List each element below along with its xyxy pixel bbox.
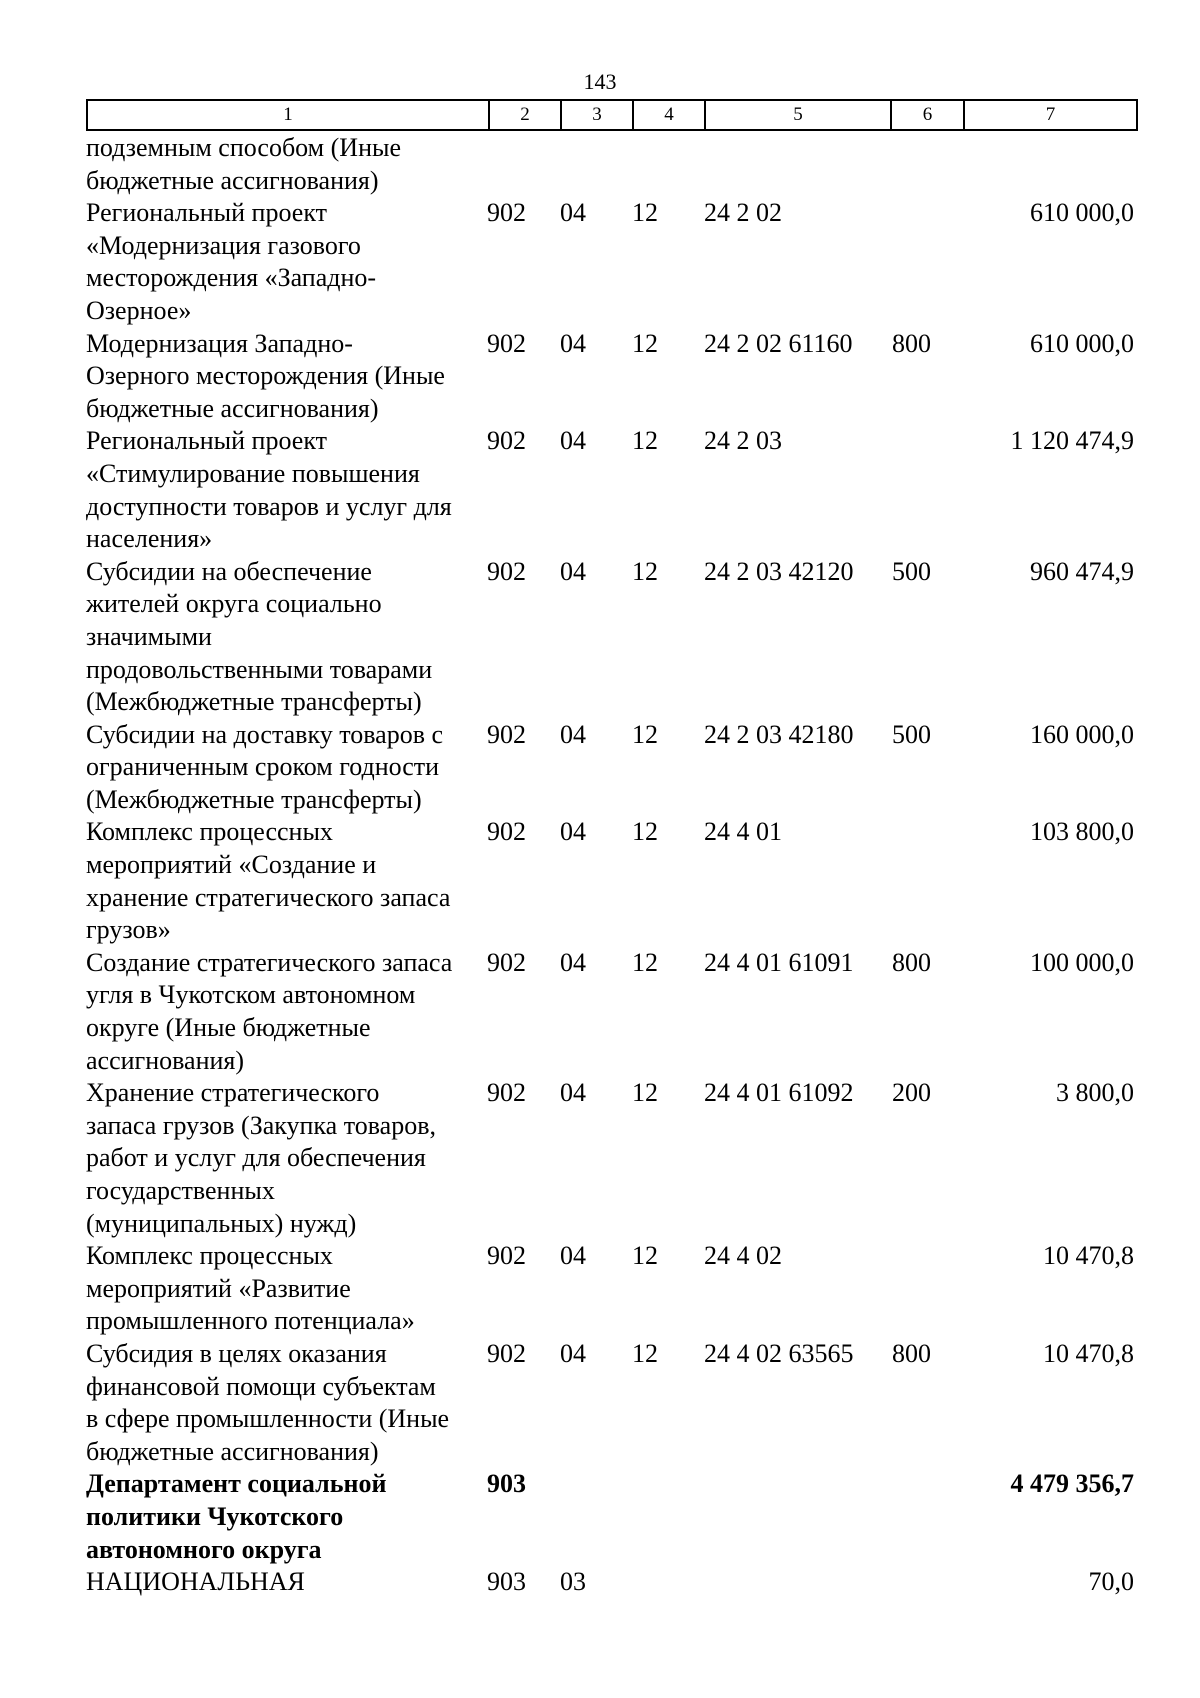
row-name-line: Региональный проект [86, 426, 327, 456]
row-code-subsection: 12 [632, 1078, 658, 1108]
row-amount: 160 000,0 [1030, 719, 1134, 749]
row-code-ministry: 902 [487, 1078, 526, 1108]
row-name [86, 556, 496, 719]
row-name-line: Комплекс процессных [86, 817, 333, 847]
row-name-line: угля в Чукотском автономном [86, 980, 416, 1010]
row-code-section: 04 [560, 817, 586, 847]
row-name-line: Субсидии на обеспечение [86, 556, 372, 586]
row-code-ministry: 902 [487, 426, 526, 456]
row-name-line: населения» [86, 524, 213, 554]
row-name-line: ограниченным сроком годности [86, 752, 440, 782]
row-code-target: 24 2 02 61160 [704, 328, 853, 358]
row-code-ministry: 903 [487, 1567, 526, 1597]
row-name-line: продовольственными товарами [86, 654, 433, 684]
column-header-5: 5 [705, 100, 891, 130]
row-code-expense-type: 500 [892, 556, 931, 586]
table-row [0, 1240, 1200, 1338]
page-number: 143 [583, 69, 617, 94]
table-row [0, 556, 1200, 719]
row-name-line: хранение стратегического запаса [86, 882, 451, 912]
row-name-line: доступности товаров и услуг для [86, 491, 452, 521]
row-code-subsection: 12 [632, 198, 658, 228]
column-header-row [87, 100, 1137, 130]
row-code-section: 04 [560, 198, 586, 228]
row-name-line: бюджетные ассигнования) [86, 393, 379, 423]
row-code-ministry: 902 [487, 947, 526, 977]
column-header-7: 7 [964, 100, 1137, 130]
row-name-line: грузов» [86, 915, 171, 945]
budget-table-body [0, 132, 1200, 1599]
row-code-section: 04 [560, 719, 586, 749]
row-amount: 1 120 474,9 [1010, 426, 1134, 456]
table-row [0, 816, 1200, 946]
row-name-line: Субсидии на доставку товаров с [86, 719, 444, 749]
column-header-table [86, 99, 1138, 131]
row-code-ministry: 902 [487, 817, 526, 847]
row-name-line: Озерного месторождения (Иные [86, 361, 445, 391]
table-row [0, 1566, 1200, 1599]
table-row [0, 719, 1200, 817]
row-code-section: 04 [560, 556, 586, 586]
row-name-line: финансовой помощи субъектам [86, 1371, 436, 1401]
row-name-line: промышленного потенциала» [86, 1306, 415, 1336]
row-name-line: Создание стратегического запаса [86, 947, 453, 977]
row-name-line: жителей округа социально [86, 589, 382, 619]
row-name-line: «Модернизация газового [86, 230, 361, 260]
row-code-section: 04 [560, 328, 586, 358]
table-row [0, 425, 1200, 555]
row-code-subsection: 12 [632, 426, 658, 456]
row-name-line: Субсидия в целях оказания [86, 1338, 387, 1368]
row-code-section: 04 [560, 1078, 586, 1108]
row-code-section: 04 [560, 1241, 586, 1271]
row-name-line: подземным способом (Иные [86, 133, 401, 162]
row-code-target: 24 4 02 [704, 1241, 782, 1271]
row-name-line: бюджетные ассигнования) [86, 1436, 379, 1466]
row-name-line: государственных [86, 1176, 275, 1205]
row-code-subsection: 12 [632, 1241, 658, 1271]
row-name-line: Департамент социальной [86, 1469, 387, 1499]
row-amount: 70,0 [1088, 1567, 1134, 1597]
row-name [86, 719, 496, 817]
row-code-subsection: 12 [632, 328, 658, 358]
row-amount: 610 000,0 [1030, 198, 1134, 228]
row-name-line: Региональный проект [86, 198, 327, 228]
row-code-expense-type: 200 [892, 1078, 931, 1108]
row-code-ministry: 902 [487, 1338, 526, 1368]
column-header-6: 6 [891, 100, 964, 130]
row-name-line: (муниципальных) нужд) [86, 1208, 357, 1238]
row-name-line: автономного округа [86, 1534, 322, 1564]
row-name-line: мероприятий «Развитие [86, 1273, 351, 1303]
table-row [0, 947, 1200, 1077]
row-name-line: НАЦИОНАЛЬНАЯ [86, 1567, 305, 1597]
row-name-line: мероприятий «Создание и [86, 850, 377, 880]
row-amount: 10 470,8 [1043, 1338, 1134, 1368]
row-name-line: в сфере промышленности (Иные [86, 1404, 450, 1434]
column-header-2: 2 [489, 100, 561, 130]
row-code-section: 04 [560, 1338, 586, 1368]
row-name-line: Озерное» [86, 295, 192, 325]
row-name [86, 1338, 496, 1468]
row-amount: 960 474,9 [1030, 556, 1134, 586]
table-row [0, 328, 1200, 426]
row-name [86, 132, 496, 197]
row-code-target: 24 4 01 61091 [704, 947, 854, 977]
row-name [86, 425, 496, 555]
row-amount: 3 800,0 [1056, 1078, 1134, 1108]
row-name-line: политики Чукотского [86, 1501, 344, 1531]
table-row [0, 1077, 1200, 1240]
row-code-ministry: 902 [487, 556, 526, 586]
row-code-section: 04 [560, 947, 586, 977]
row-code-target: 24 4 02 63565 [704, 1338, 854, 1368]
row-code-target: 24 4 01 61092 [704, 1078, 854, 1108]
row-name [86, 197, 496, 327]
row-name-line: «Стимулирование повышения [86, 458, 420, 488]
row-code-ministry: 902 [487, 198, 526, 228]
row-code-expense-type: 800 [892, 328, 931, 358]
row-name [86, 1240, 496, 1338]
row-amount: 4 479 356,7 [1010, 1469, 1134, 1499]
row-name [86, 947, 496, 1077]
row-code-target: 24 4 01 [704, 817, 782, 847]
column-header-1: 1 [87, 100, 489, 130]
row-name-line: бюджетные ассигнования) [86, 165, 379, 195]
row-code-target: 24 2 02 [704, 198, 782, 228]
column-header-4: 4 [633, 100, 705, 130]
row-code-subsection: 12 [632, 947, 658, 977]
row-code-target: 24 2 03 42180 [704, 719, 854, 749]
row-name-line: (Межбюджетные трансферты) [86, 687, 422, 717]
row-amount: 10 470,8 [1043, 1241, 1134, 1271]
row-name-line: значимыми [86, 621, 212, 651]
row-name [86, 1468, 496, 1566]
row-name [86, 816, 496, 946]
row-amount: 100 000,0 [1030, 947, 1134, 977]
row-code-subsection: 12 [632, 1338, 658, 1368]
row-name-line: Хранение стратегического [86, 1078, 380, 1108]
row-code-expense-type: 800 [892, 1338, 931, 1368]
row-name [86, 1566, 496, 1599]
row-code-subsection: 12 [632, 719, 658, 749]
row-code-ministry: 902 [487, 719, 526, 749]
row-code-subsection: 12 [632, 817, 658, 847]
row-name-line: запаса грузов (Закупка товаров, [86, 1110, 436, 1140]
row-name-line: (Межбюджетные трансферты) [86, 784, 422, 814]
table-row [0, 1338, 1200, 1468]
row-amount: 610 000,0 [1030, 328, 1134, 358]
table-row [0, 132, 1200, 197]
row-name-line: ассигнования) [86, 1045, 245, 1075]
row-name [86, 328, 496, 426]
row-name-line: округе (Иные бюджетные [86, 1013, 371, 1043]
row-code-expense-type: 500 [892, 719, 931, 749]
row-code-subsection: 12 [632, 556, 658, 586]
row-code-expense-type: 800 [892, 947, 931, 977]
row-name-line: работ и услуг для обеспечения [86, 1143, 426, 1173]
row-code-ministry: 902 [487, 328, 526, 358]
row-name-line: месторождения «Западно- [86, 263, 377, 293]
row-code-target: 24 2 03 [704, 426, 782, 456]
row-code-ministry: 903 [487, 1469, 526, 1499]
table-row [0, 1468, 1200, 1566]
row-code-target: 24 2 03 42120 [704, 556, 854, 586]
row-name [86, 1077, 496, 1240]
column-header-3: 3 [561, 100, 633, 130]
table-row [0, 197, 1200, 327]
row-amount: 103 800,0 [1030, 817, 1134, 847]
row-name-line: Модернизация Западно- [86, 328, 353, 358]
row-name-line: Комплекс процессных [86, 1241, 333, 1271]
row-code-section: 04 [560, 426, 586, 456]
row-code-section: 03 [560, 1567, 586, 1597]
row-code-ministry: 902 [487, 1241, 526, 1271]
